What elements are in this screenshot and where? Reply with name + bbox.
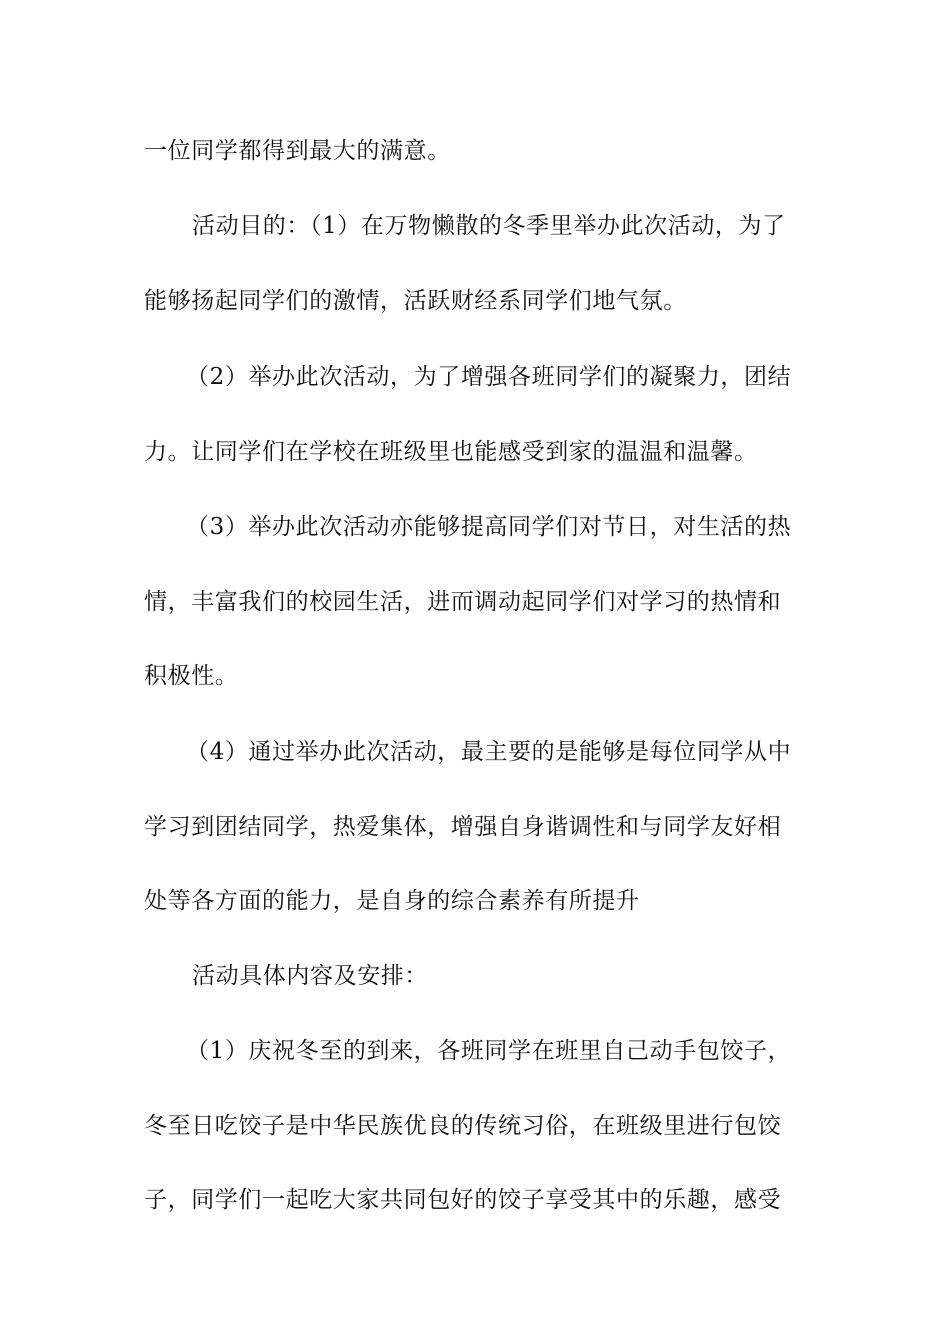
text-line-4: （2）举办此次活动，为了增强各班同学们的凝聚力，团结 [186, 364, 792, 390]
text-line-13: （1）庆祝冬至的到来，各班同学在班里自己动手包饺子， [186, 1038, 792, 1064]
text-line-6: （3）举办此次活动亦能够提高同学们对节日，对生活的热 [186, 514, 792, 540]
text-line-8: 积极性。 [144, 663, 239, 689]
text-line-5: 力。让同学们在学校在班级里也能感受到家的温温和温馨。 [144, 439, 758, 465]
text-line-10: 学习到团结同学，热爱集体，增强自身谐调性和与同学友好相 [144, 814, 782, 840]
text-line-14: 冬至日吃饺子是中华民族优良的传统习俗，在班级里进行包饺 [144, 1113, 782, 1139]
text-line-1: 一位同学都得到最大的满意。 [144, 138, 451, 164]
text-line-3: 能够扬起同学们的激情，活跃财经系同学们地气氛。 [144, 288, 687, 314]
text-line-7: 情，丰富我们的校园生活，进而调动起同学们对学习的热情和 [144, 589, 782, 615]
text-line-11: 处等各方面的能力，是自身的综合素养有所提升 [144, 888, 640, 914]
text-line-12: 活动具体内容及安排： [192, 963, 428, 989]
text-line-9: （4）通过举办此次活动，最主要的是能够是每位同学从中 [186, 739, 792, 765]
text-line-15: 子，同学们一起吃大家共同包好的饺子享受其中的乐趣，感受 [144, 1187, 782, 1213]
text-line-2: 活动目的：（1）在万物懒散的冬季里举办此次活动，为了 [192, 213, 786, 239]
